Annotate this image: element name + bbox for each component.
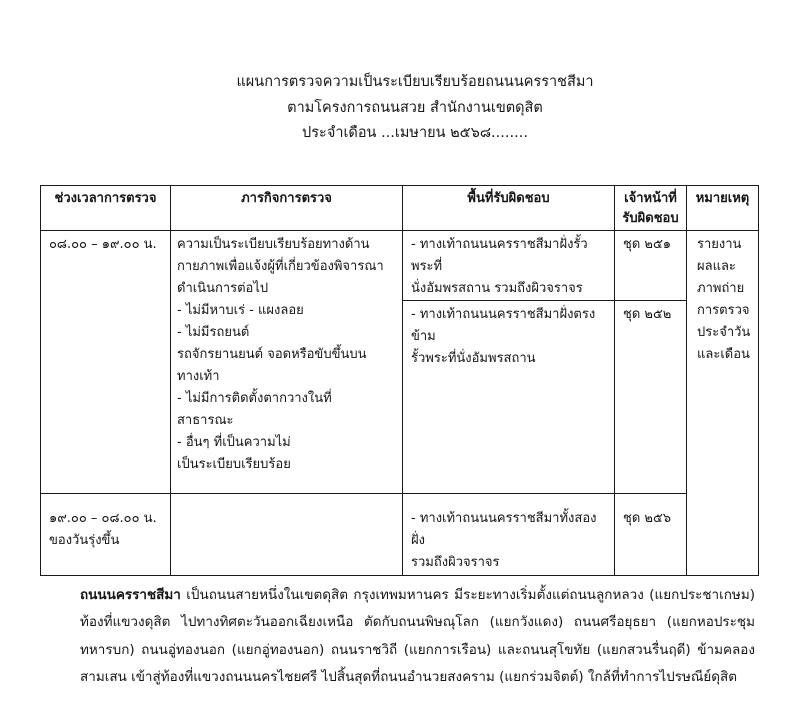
- cell-area: [403, 494, 615, 576]
- area-line: - ทางเท้าถนนนครราชสีมาทั้งสองฝั่ง: [411, 511, 597, 548]
- table-row: [41, 231, 759, 301]
- remark-line: ประจำวัน: [697, 325, 751, 340]
- cell-officer: [615, 231, 687, 301]
- document-period: ประจำเดือน ...เมษายน ๒๕๖๘........: [302, 125, 528, 141]
- officer-team: ชุด ๒๕๖: [623, 511, 672, 526]
- mission-line: - ไม่มีการติดตั้งตากวางในที่: [177, 391, 332, 406]
- cell-mission: [171, 231, 403, 494]
- header-officer-line: รับผิดชอบ: [622, 211, 679, 226]
- header-time: ช่วงเวลาการตรวจ: [41, 186, 171, 231]
- area-line: รั้วพระที่นั่งอัมพรสถาน: [411, 351, 536, 366]
- road-description: เป็นถนนสายหนึ่งในเขตดุสิต กรุงเทพมหานคร มีระยะทางเริ่มตั้งแต่ถนนลูกหลวง (แยกประชาเกษม) ท้องที่แขวงดุสิต ไปทางทิศตะวันออกเฉียงเหนือ ตัดกับถนนพิษณุโลก (แยกวังแดง) ถนนศรีอยุธยา (แยกหอประชุมทหารบก) ถนนอู่ทองนอก (แยกอู่ทองนอก) ถนนราชวิถี (แยกการเรือน) และถนนสุโขทัย (แยกสวนรื่นฤดี) ข้ามคลองสามเสน เข้าสู่ท้องที่แขวงถนนนครไชยศรี ไปสิ้นสุดที่ถนนอำนวยสงคราม (แยกร่วมจิตต์) ใกล้ที่ทำการไปรษณีย์ดุสิต: [80, 586, 755, 685]
- mission-line: - ไม่มีรถยนต์: [177, 325, 250, 340]
- cell-officer: [615, 301, 687, 494]
- document-header: [65, 70, 765, 147]
- header-remark: หมายเหตุ: [687, 186, 759, 231]
- cell-mission: [171, 494, 403, 576]
- cell-time: [41, 231, 171, 494]
- officer-team: ชุด ๒๕๒: [623, 307, 672, 322]
- remark-line: ผลและ: [697, 259, 736, 274]
- mission-line: - ไม่มีหาบเร่ - แผงลอย: [177, 303, 304, 318]
- cell-area: [403, 301, 615, 494]
- table-header-row: [41, 186, 759, 231]
- cell-time: [41, 494, 171, 576]
- table-row: [41, 494, 759, 576]
- mission-line: ดำเนินการต่อไป: [177, 281, 269, 296]
- inspection-plan-table: [40, 185, 759, 576]
- mission-line: - อื่นๆ ที่เป็นความไม่: [177, 435, 291, 450]
- document-subtitle: ตามโครงการถนนสวย สำนักงานเขตดุสิต: [287, 99, 543, 116]
- cell-area: [403, 231, 615, 301]
- time-line: ๐๘.๐๐ – ๑๙.๐๐ น.: [49, 237, 157, 252]
- document-title: แผนการตรวจความเป็นระเบียบเรียบร้อยถนนนครราชสีมา: [236, 74, 594, 90]
- header-mission: ภารกิจการตรวจ: [171, 186, 403, 231]
- area-line: - ทางเท้าถนนนครราชสีมาฝั่งรั้วพระที่: [411, 237, 588, 274]
- remark-line: รายงาน: [697, 237, 742, 252]
- cell-officer: [615, 494, 687, 576]
- mission-line: รถจักรยานยนต์ จอดหรือขับขึ้นบนทางเท้า: [177, 347, 367, 384]
- mission-line: สาธารณะ: [177, 413, 234, 428]
- mission-line: กายภาพเพื่อแจ้งผู้ที่เกี่ยวข้องพิจารณา: [177, 259, 384, 274]
- area-line: นั่งอัมพรสถาน รวมถึงผิวจราจร: [411, 281, 583, 296]
- road-name: ถนนนครราชสีมา: [80, 586, 181, 603]
- road-description-paragraph: [80, 582, 755, 692]
- header-officer: [615, 186, 687, 231]
- officer-team: ชุด ๒๕๑: [623, 237, 672, 252]
- area-line: - ทางเท้าถนนนครราชสีมาฝั่งตรงข้าม: [411, 307, 596, 344]
- mission-line: ความเป็นระเบียบเรียบร้อยทางด้าน: [177, 237, 370, 252]
- remark-line: และเดือน: [697, 347, 750, 362]
- time-line: ของวันรุ่งขึ้น: [49, 533, 120, 548]
- header-officer-line: เจ้าหน้าที่: [624, 191, 677, 206]
- cell-remark: [687, 231, 759, 576]
- mission-line: เป็นระเบียบเรียบร้อย: [177, 457, 291, 472]
- remark-line: ภาพถ่าย: [697, 281, 745, 296]
- remark-line: การตรวจ: [697, 303, 750, 318]
- time-line: ๑๙.๐๐ – ๐๘.๐๐ น.: [49, 511, 157, 526]
- header-area: พื้นที่รับผิดชอบ: [403, 186, 615, 231]
- area-line: รวมถึงผิวจราจร: [411, 555, 500, 570]
